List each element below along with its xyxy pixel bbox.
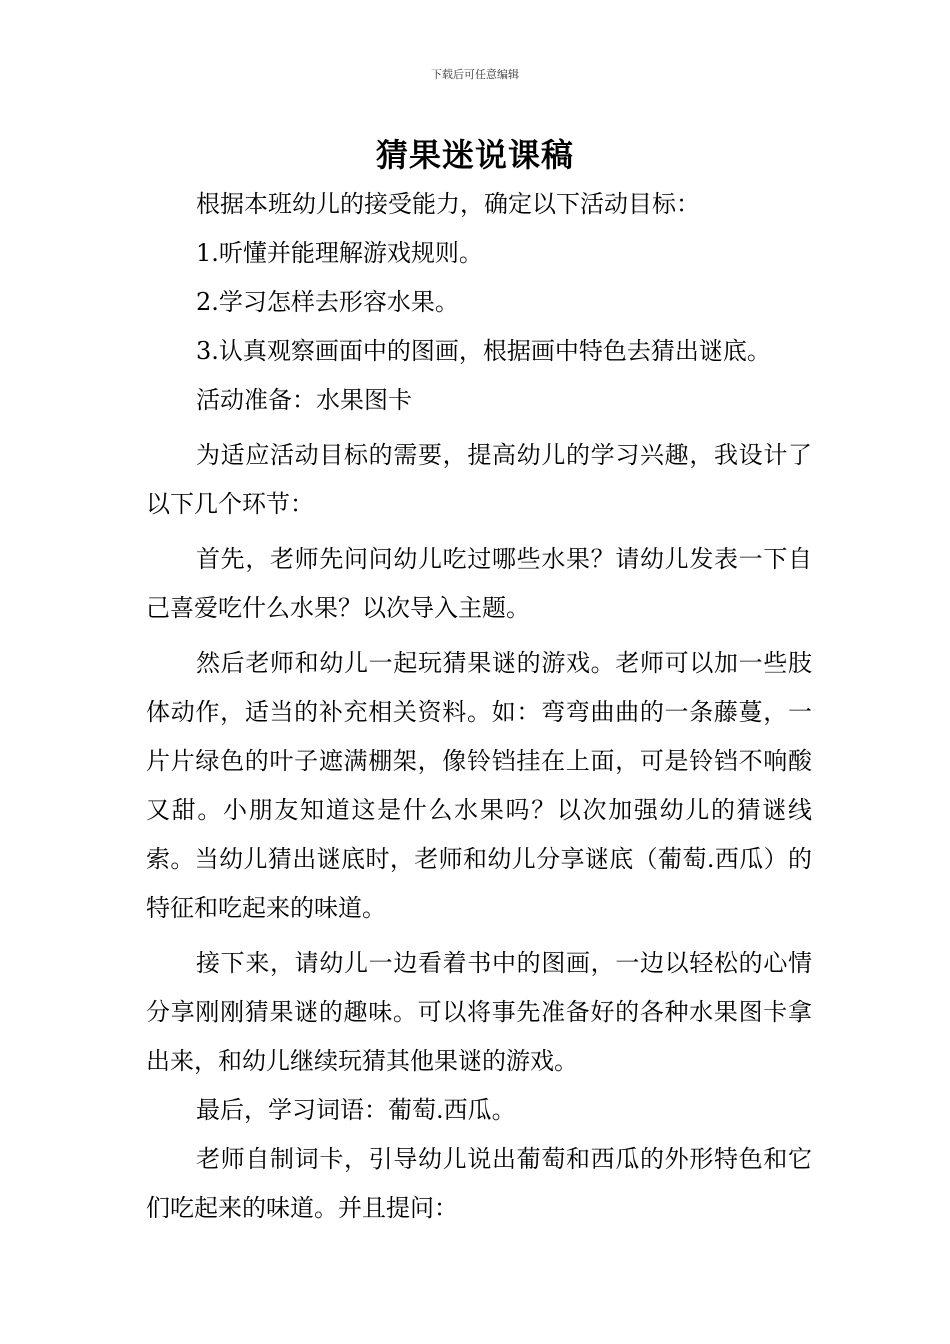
paragraph-then: 然后老师和幼儿一起玩猜果谜的游戏。老师可以加一些肢体动作，适当的补充相关资料。如：弯弯曲曲的一条藤蔓，一片片绿色的叶子遮满棚架，像铃铛挂在上面，可是铃铛不响酸又甜。小朋友知道这是什么水果吗？以次加强幼儿的猜谜线索。当幼儿猜出谜底时，老师和幼儿分享谜底（葡萄.西瓜）的特征和吃起来的味道。	[146, 649, 812, 922]
header-note: 下载后可任意编辑	[431, 68, 519, 81]
paragraph-first: 首先，老师先问问幼儿吃过哪些水果？请幼儿发表一下自己喜爱吃什么水果？以次导入主题。	[146, 545, 812, 622]
document-title: 猜果迷说课稿	[375, 136, 574, 174]
document-body	[146, 180, 812, 1233]
paragraph-word-cards: 老师自制词卡，引导幼儿说出葡萄和西瓜的外形特色和它们吃起来的味道。并且提问：	[146, 1145, 812, 1222]
paragraph-finally: 最后，学习词语：葡萄.西瓜。	[196, 1096, 516, 1124]
paragraph-intro: 根据本班幼儿的接受能力，确定以下活动目标：	[196, 190, 700, 218]
paragraph-goal-1: 1.听懂并能理解游戏规则。	[196, 239, 483, 267]
paragraph-goal-3: 3.认真观察画面中的图画，根据画中特色去猜出谜底。	[196, 337, 771, 365]
paragraph-design: 为适应活动目标的需要，提高幼儿的学习兴趣，我设计了以下几个环节：	[146, 441, 812, 518]
paragraph-goal-2: 2.学习怎样去形容水果。	[196, 288, 459, 316]
paragraph-preparation: 活动准备：水果图卡	[196, 386, 412, 414]
paragraph-next: 接下来，请幼儿一边看着书中的图画，一边以轻松的心情分享刚刚猜果谜的趣味。可以将事先准备好的各种水果图卡拿出来，和幼儿继续玩猜其他果谜的游戏。	[146, 949, 812, 1075]
